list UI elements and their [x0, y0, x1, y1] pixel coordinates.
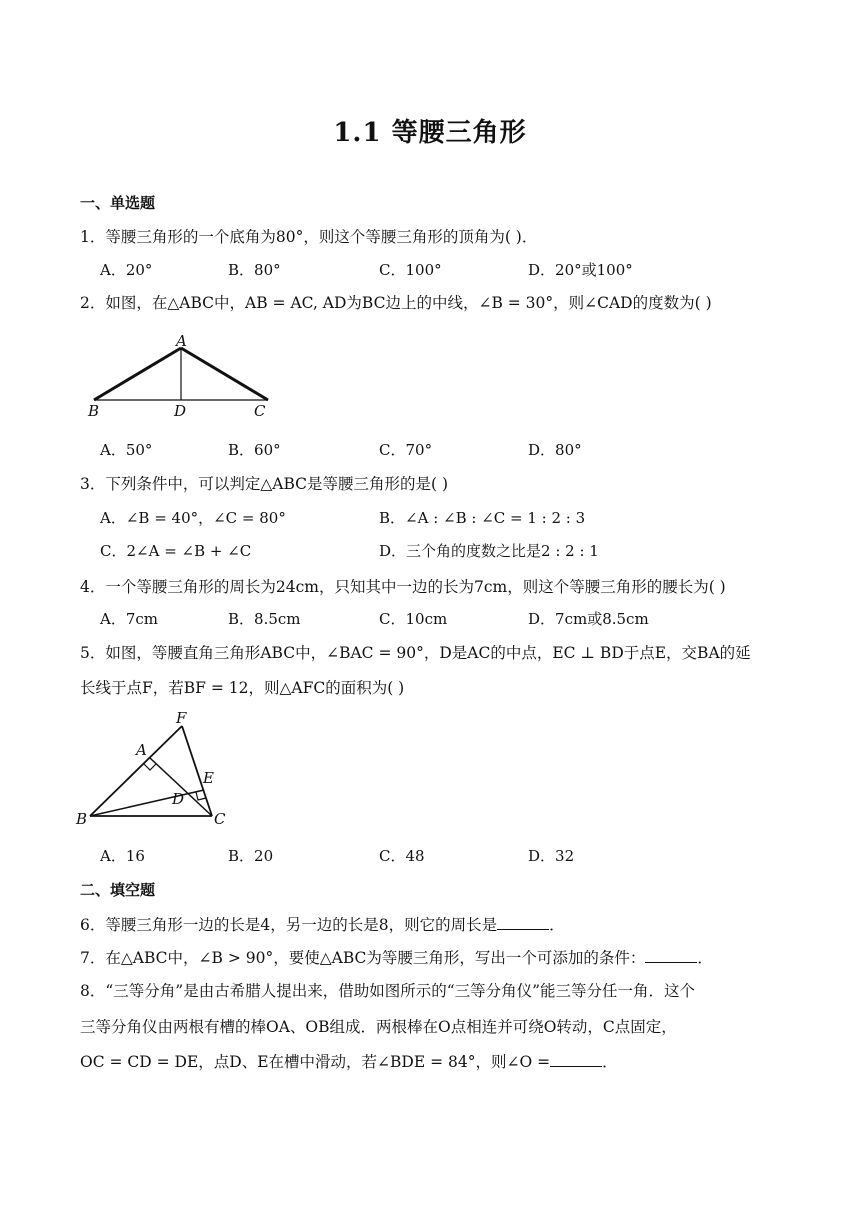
q5-label-d: D [172, 790, 185, 808]
section-heading-single-choice: 一、单选题 [80, 194, 156, 212]
q8-answer-blank[interactable] [550, 1052, 602, 1067]
q5-label-b: B [76, 810, 88, 828]
q5-label-a: A [136, 741, 147, 759]
q6-answer-blank[interactable] [497, 915, 549, 930]
q5-label-c: C [214, 810, 226, 828]
q3-option-d: D．三个角的度数之比是2 : 2 : 1 [379, 542, 599, 560]
question-6 [80, 913, 565, 935]
question-3-text: 3．下列条件中，可以判定△ABC是等腰三角形的是( ) [80, 475, 449, 493]
question-8-text: OC = CD = DE，点D、E在槽中滑动，若∠BDE = 84°，则∠O = [80, 1053, 551, 1071]
question-8-line-1: 8．“三等分角”是由古希腊人提出来，借助如图所示的“三等分角仪”能三等分任一角．这个 [80, 982, 696, 1000]
question-6-end: ． [549, 916, 565, 934]
q2-label-c: C [254, 402, 266, 420]
q2-option-c: C．70° [379, 441, 433, 459]
q2-label-d: D [174, 402, 187, 420]
question-8-line-2: 三等分角仪由两根有槽的棒OA、OB组成．两根棒在O点相连并可绕O转动，C点固定， [80, 1018, 677, 1036]
q4-option-b: B．8.5cm [228, 610, 301, 628]
question-4-text: 4．一个等腰三角形的周长为24cm，只知其中一边的长为7cm，则这个等腰三角形的腰长为( ) [80, 578, 726, 596]
question-7-text: 7．在△ABC中，∠B > 90°，要使△ABC为等腰三角形，写出一个可添加的条件： [80, 949, 646, 967]
q5-option-c: C．48 [379, 847, 425, 865]
q1-option-b: B．80° [228, 261, 281, 279]
question-7 [80, 946, 713, 968]
q1-option-a: A．20° [100, 261, 153, 279]
q4-option-c: C．10cm [379, 610, 448, 628]
q1-option-d: D．20°或100° [528, 261, 633, 279]
q2-label-b: B [88, 402, 100, 420]
q7-answer-blank[interactable] [645, 948, 697, 963]
q1-option-c: C．100° [379, 261, 442, 279]
question-1-text: 1．等腰三角形的一个底角为80°，则这个等腰三角形的顶角为( )． [80, 228, 538, 246]
question-7-end: ． [697, 949, 713, 967]
q2-option-d: D．80° [528, 441, 582, 459]
q5-option-d: D．32 [528, 847, 575, 865]
q5-option-a: A．16 [100, 847, 145, 865]
q3-option-a: A．∠B = 40°，∠C = 80° [100, 509, 286, 527]
question-5-line-2: 长线于点F，若BF = 12，则△AFC的面积为( ) [80, 679, 405, 697]
q2-triangle-figure [84, 330, 280, 420]
q2-option-b: B．60° [228, 441, 281, 459]
q4-option-a: A．7cm [100, 610, 159, 628]
question-5-line-1: 5．如图，等腰直角三角形ABC中，∠BAC = 90°，D是AC的中点，EC ⊥ BD于点E，交BA的延 [80, 644, 751, 662]
q4-option-d: D．7cm或8.5cm [528, 610, 649, 628]
q5-label-f: F [176, 709, 187, 727]
q5-triangle-figure [74, 708, 234, 834]
q5-label-e: E [203, 769, 214, 787]
section-heading-fill-blank: 二、填空题 [80, 881, 156, 899]
q3-option-c: C．2∠A = ∠B + ∠C [100, 542, 252, 560]
question-8-line-3 [80, 1050, 618, 1072]
q3-option-b: B．∠A : ∠B : ∠C = 1 : 2 : 3 [379, 509, 586, 527]
q2-label-a: A [176, 332, 187, 350]
page-title: 1.1 等腰三角形 [333, 118, 527, 148]
question-6-text: 6．等腰三角形一边的长是4，另一边的长是8，则它的周长是 [80, 916, 498, 934]
question-8-end: ． [602, 1053, 618, 1071]
q2-option-a: A．50° [100, 441, 153, 459]
q5-option-b: B．20 [228, 847, 274, 865]
question-2-text: 2．如图，在△ABC中，AB = AC, AD为BC边上的中线，∠B = 30°，则∠CAD的度数为( ) [80, 294, 712, 312]
